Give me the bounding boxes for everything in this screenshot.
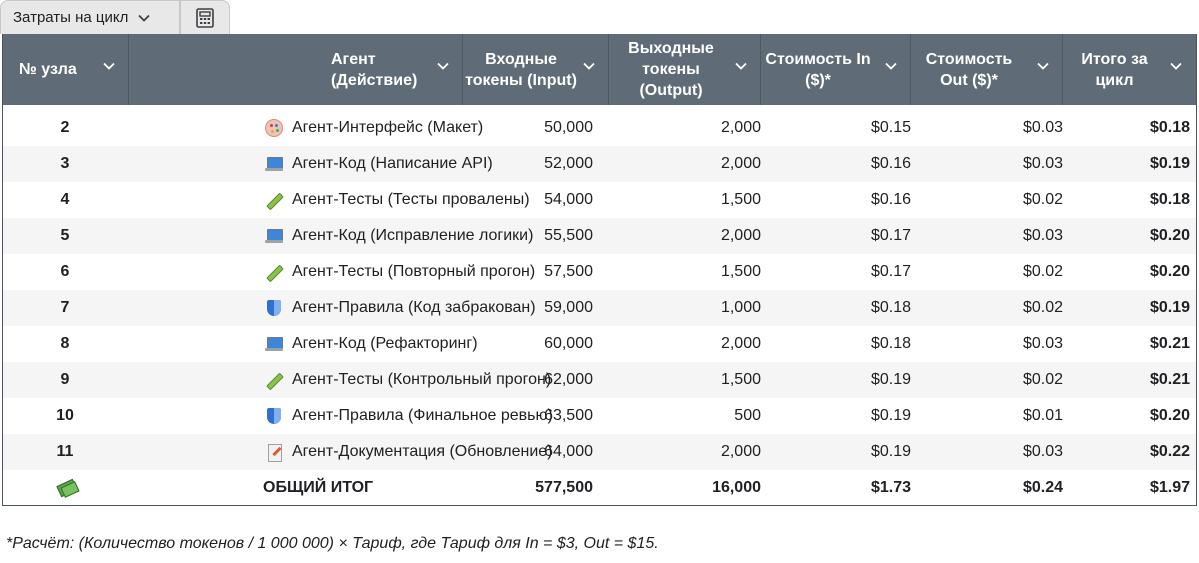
agent-cell: Агент-Код (Написание API)	[129, 146, 463, 182]
total-cell: $0.19	[1149, 299, 1190, 316]
output-tokens-cell: 1,000	[720, 299, 761, 316]
cost-out-cell: $0.03	[1022, 335, 1063, 352]
agent-cell: Агент-Тесты (Повторный прогон)	[129, 254, 463, 290]
chevron-down-icon[interactable]	[103, 62, 115, 70]
column-header-output-tokens[interactable]: Выходные токены (Output)	[609, 34, 761, 105]
money-icon	[56, 479, 74, 497]
sheet-tabbar	[0, 0, 230, 34]
laptop-icon	[265, 227, 283, 245]
total-icon-cell	[3, 470, 129, 506]
chevron-down-icon[interactable]	[885, 62, 897, 70]
total-cell: $0.20	[1149, 407, 1190, 424]
column-header-cost-out[interactable]: Стоимость Out ($)*	[911, 34, 1063, 105]
cost-out-cell: $0.02	[1022, 263, 1063, 280]
total-cost-in: $1.73	[870, 479, 911, 496]
input-tokens-cell: 52,000	[544, 155, 593, 172]
column-header-node[interactable]: № узла	[3, 34, 129, 105]
output-tokens-cell: 1,500	[720, 191, 761, 208]
cost-out-cell: $0.03	[1022, 119, 1063, 136]
table-body	[3, 110, 1196, 506]
cost-in-cell: $0.18	[870, 299, 911, 316]
input-tokens-cell: 54,000	[544, 191, 593, 208]
chevron-down-icon[interactable]	[735, 62, 747, 70]
cost-table	[2, 34, 1197, 506]
input-tokens-cell: 59,000	[544, 299, 593, 316]
total-cell: $0.18	[1149, 191, 1190, 208]
node-cell: 9	[60, 371, 70, 388]
node-cell: 8	[60, 335, 70, 352]
total-cell: $0.20	[1149, 227, 1190, 244]
output-tokens-cell: 2,000	[720, 443, 761, 460]
cost-out-cell: $0.03	[1022, 443, 1063, 460]
laptop-icon	[265, 155, 283, 173]
cost-out-cell: $0.02	[1022, 191, 1063, 208]
total-cell: $0.19	[1149, 155, 1190, 172]
input-tokens-cell: 50,000	[544, 119, 593, 136]
total-row[interactable]	[3, 470, 1196, 506]
output-tokens-cell: 2,000	[720, 119, 761, 136]
column-header-agent[interactable]: Агент (Действие)	[129, 34, 463, 105]
syringe-icon	[265, 371, 283, 389]
cost-in-cell: $0.19	[870, 407, 911, 424]
table-row[interactable]	[3, 254, 1196, 290]
agent-cell: Агент-Тесты (Тесты провалены)	[129, 182, 463, 218]
agent-cell: Агент-Правила (Код забракован)	[129, 290, 463, 326]
cost-out-cell: $0.02	[1022, 299, 1063, 316]
calculator-button[interactable]	[180, 0, 230, 34]
cost-in-cell: $0.17	[870, 263, 911, 280]
agent-cell: Агент-Документация (Обновление)	[129, 434, 463, 470]
calculation-footnote: *Расчёт: (Количество токенов / 1 000 000) × Тариф, где Тариф для In = $3, Out = $15.	[6, 535, 659, 552]
total-cell: $0.21	[1149, 371, 1190, 388]
total-label: ОБЩИЙ ИТОГ	[263, 479, 374, 496]
node-cell: 2	[60, 119, 70, 136]
total-output-tokens: 16,000	[712, 479, 761, 496]
output-tokens-cell: 500	[734, 407, 761, 424]
node-cell: 3	[60, 155, 70, 172]
cost-in-cell: $0.15	[870, 119, 911, 136]
agent-cell: Агент-Код (Рефакторинг)	[129, 326, 463, 362]
palette-icon	[265, 119, 283, 137]
table-row[interactable]	[3, 362, 1196, 398]
table-row[interactable]	[3, 110, 1196, 146]
table-header	[3, 34, 1196, 105]
agent-cell: Агент-Интерфейс (Макет)	[129, 110, 463, 146]
chevron-down-icon[interactable]	[437, 62, 449, 70]
total-cell: $0.20	[1149, 263, 1190, 280]
shield-icon	[265, 299, 283, 317]
cost-out-cell: $0.03	[1022, 227, 1063, 244]
document-icon	[265, 443, 283, 461]
output-tokens-cell: 1,500	[720, 371, 761, 388]
cost-in-cell: $0.18	[870, 335, 911, 352]
node-cell: 7	[60, 299, 70, 316]
input-tokens-cell: 64,000	[544, 443, 593, 460]
cost-out-cell: $0.02	[1022, 371, 1063, 388]
syringe-icon	[265, 263, 283, 281]
agent-cell: Агент-Код (Исправление логики)	[129, 218, 463, 254]
table-row[interactable]	[3, 398, 1196, 434]
calculator-icon	[195, 8, 215, 28]
node-cell: 11	[56, 443, 74, 460]
agent-cell: Агент-Правила (Финальное ревью)	[129, 398, 463, 434]
column-header-cost-in[interactable]: Стоимость In ($)*	[761, 34, 911, 105]
shield-icon	[265, 407, 283, 425]
cost-in-cell: $0.19	[870, 443, 911, 460]
chevron-down-icon[interactable]	[1170, 62, 1182, 70]
table-row[interactable]	[3, 182, 1196, 218]
output-tokens-cell: 2,000	[720, 155, 761, 172]
total-cell: $0.21	[1149, 335, 1190, 352]
output-tokens-cell: 2,000	[720, 335, 761, 352]
cost-out-cell: $0.03	[1022, 155, 1063, 172]
chevron-down-icon[interactable]	[583, 62, 595, 70]
output-tokens-cell: 1,500	[720, 263, 761, 280]
cost-in-cell: $0.19	[870, 371, 911, 388]
table-row[interactable]	[3, 146, 1196, 182]
node-cell: 10	[56, 407, 74, 424]
column-header-input-tokens[interactable]: Входные токены (Input)	[463, 34, 609, 105]
node-cell: 5	[60, 227, 70, 244]
input-tokens-cell: 57,500	[544, 263, 593, 280]
cost-in-cell: $0.16	[870, 155, 911, 172]
input-tokens-cell: 60,000	[544, 335, 593, 352]
node-cell: 4	[60, 191, 70, 208]
total-cost-out: $0.24	[1022, 479, 1063, 496]
output-tokens-cell: 2,000	[720, 227, 761, 244]
agent-cell: Агент-Тесты (Контрольный прогон)	[129, 362, 463, 398]
node-cell: 6	[60, 263, 70, 280]
input-tokens-cell: 63,500	[544, 407, 593, 424]
input-tokens-cell: 62,000	[544, 371, 593, 388]
laptop-icon	[265, 335, 283, 353]
syringe-icon	[265, 191, 283, 209]
table-row[interactable]	[3, 434, 1196, 470]
chevron-down-icon[interactable]	[138, 14, 150, 22]
grand-total: $1.97	[1149, 479, 1190, 496]
column-header-total[interactable]: Итого за цикл	[1063, 34, 1196, 105]
total-input-tokens: 577,500	[535, 479, 593, 496]
table-row[interactable]	[3, 290, 1196, 326]
chevron-down-icon[interactable]	[1037, 62, 1049, 70]
cost-in-cell: $0.17	[870, 227, 911, 244]
total-cell: $0.22	[1149, 443, 1190, 460]
input-tokens-cell: 55,500	[544, 227, 593, 244]
cost-out-cell: $0.01	[1022, 407, 1063, 424]
sheet-tab[interactable]	[0, 0, 180, 34]
total-cell: $0.18	[1149, 119, 1190, 136]
sheet-tab-label: Затраты на цикл	[13, 9, 129, 26]
table-row[interactable]	[3, 326, 1196, 362]
table-row[interactable]	[3, 218, 1196, 254]
cost-in-cell: $0.16	[870, 191, 911, 208]
